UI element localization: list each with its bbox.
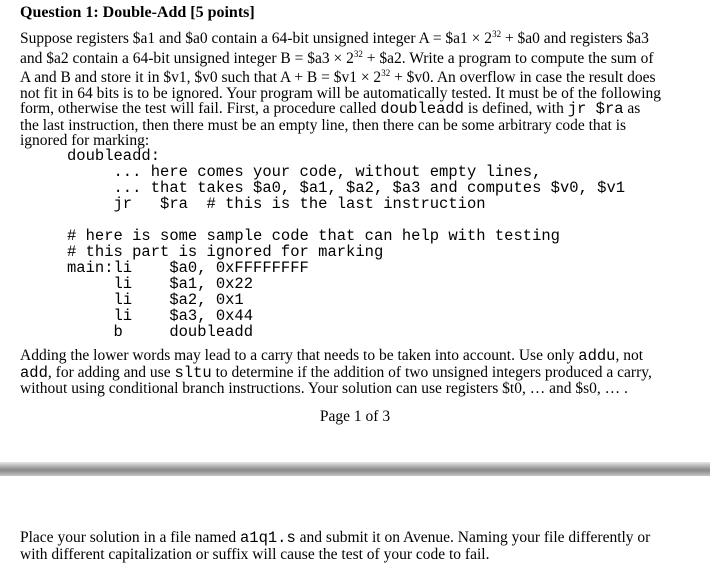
code-block-procedure [67,148,625,212]
instr-line-2: add, for adding and use sltu to determine if the addition of two unsigned integers produced a carry, [20,363,652,382]
code-line: # this part is ignored for marking [67,243,384,261]
code-line: li $a3, 0x44 [67,307,254,325]
code-block-sample [67,228,560,340]
instr-line-3: without using conditional branch instructions. Your solution can use registers $t0, … and $s0, … . [20,380,628,397]
problem-description [20,27,692,149]
question-title: Question 1: Double-Add [5 points] [20,4,255,21]
desc-line-4: not fit in 64 bits is to be ignored. Your program will be automatically tested. It must be of the following [20,84,662,102]
instructions-paragraph [20,348,692,397]
page-separator [0,462,710,476]
code-line: doubleadd: [67,147,161,165]
submit-line-2: with different capitalization or suffix will cause the test of your code to fail. [20,545,490,563]
code-line: # here is some sample code that can help with testing [67,227,560,245]
page-number: Page 1 of 3 [319,408,391,425]
desc-line-6: the last instruction, then there must be an empty line, then there can be some arbitrary code that is [20,116,627,134]
desc-line-7: ignored for marking: [20,132,150,150]
desc-line-1: Suppose registers $a1 and $a0 contain a 64-bit unsigned integer A = $a1 × $2^{32}$ + $a0 and registers $a3 [20,29,649,48]
submission-paragraph [20,530,692,562]
desc-line-2: and $a2 contain a 64-bit unsigned integer B = $a3 × $2^{32}$ + $a2. Write a program to compute the sum of [20,48,654,67]
code-line: jr $ra # this is the last instruction [67,195,486,213]
desc-line-5: form, otherwise the test will fail. First, a procedure called doubleadd is defined, with jr $ra as [20,100,641,119]
code-line: li $a2, 0x1 [67,291,244,309]
code-line: ... here comes your code, without empty lines, [67,163,542,181]
page-2 [0,476,710,580]
instr-line-1: Adding the lower words may lead to a carry that needs to be taken into account. Use only addu, not [20,347,644,365]
submit-line-1: Place your solution in a file named a1q1.s and submit it on Avenue. Naming your file differently or [20,529,651,547]
code-line: li $a1, 0x22 [67,275,254,293]
code-line: ... that takes $a0, $a1, $a2, $a3 and computes $v0, $v1 [67,179,626,197]
desc-line-3: A and B and store it in $v1, $v0 such that A + B = $v1 × $2^{32}$ + $v0. An overflow in case the result does [20,68,656,87]
code-line: main:li $a0, 0xFFFFFFFF [67,259,309,277]
code-line: b doubleadd [67,323,254,341]
